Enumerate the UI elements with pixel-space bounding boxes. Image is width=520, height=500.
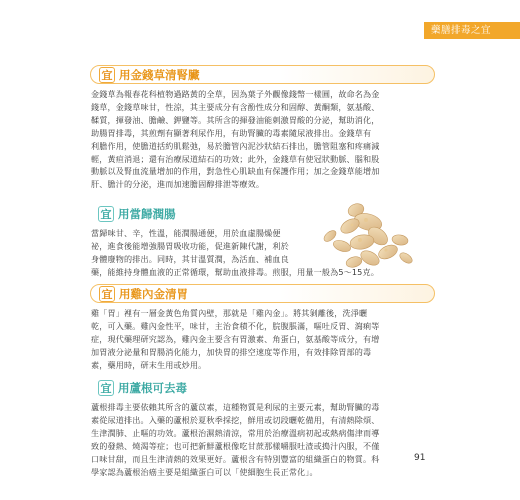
- section-reed-root: [90, 378, 435, 478]
- body-line: 口味甘甜，而且生津清熱的效果更好。蘆根含有特別豐富的組織蛋白的物質。科: [91, 453, 380, 464]
- body-line: 利膽作用，使膽道括約肌鬆弛，易於膽管內泥沙狀結石排出，膽管阻塞和疼痛減: [91, 140, 380, 151]
- body-line: 素從尿道排出。入藥的蘆根於夏秋季採挖，鮮用或切段曬乾備用，有清熱除煩、: [91, 414, 380, 425]
- section-body: [91, 88, 435, 191]
- section-heading: 用當歸潤腸: [118, 206, 176, 221]
- body-line: 生津潤肺、止嘔的功效。蘆根治濕熱清涼，常用於治療溫病初起或熱病傷津而導: [91, 427, 380, 438]
- section-body: [91, 401, 435, 478]
- body-line: 乾，可入藥。雞內金性平，味甘，主治食積不化，脘腹脹滿，嘔吐反胃、瀉痢等: [91, 320, 380, 331]
- body-line: 輕，黃疸消退；還有治療尿道結石的功效；此外，金錢草有使冠狀動脈、腦和股: [91, 153, 380, 164]
- body-line: 蘆根排毒主要依賴其所含的蘆苡素，這種物質是利尿的主要元素，幫助腎臟的毒: [91, 402, 380, 412]
- body-line: 肝、膽汁的分泌，進而加速膽固醇排泄等療效。: [91, 179, 265, 190]
- body-line: 藥，能維持身體血液的正常循環，幫助血液排毒。煎服，用量一般為5～15克。: [91, 266, 379, 277]
- body-line: 金錢草為報春花科植物過路黃的全草，因為葉子外觀像錢幣一樣圓，故命名為金: [91, 89, 380, 99]
- section-title-bar: [90, 378, 435, 397]
- section-heading: 用金錢草清腎臟: [119, 67, 200, 82]
- body-line: 症，現代藥理研究認為，雞內金主要含有胃激素、角蛋白，氨基酸等成分，有增: [91, 333, 380, 344]
- body-line: 學家認為蘆根治癌主要是組織蛋白可以「使細胞生長正常化」。: [91, 466, 318, 477]
- recommend-badge: 宜: [98, 380, 114, 396]
- body-line: 素，藥用時，研末生用或炒用。: [91, 359, 207, 370]
- page-number: 91: [414, 453, 426, 463]
- body-line: 動脈以及腎血流量增加的作用，對急性心肌缺血有保護作用；加之金錢草能增加: [91, 166, 380, 177]
- body-line: 雞「胃」裡有一層金黃色角質內壁，那就是「雞內金」。將其剝離後，洗淨曬: [91, 308, 368, 318]
- body-line: 加胃液分泌量和胃腸消化能力，加快胃的排空速度等作用，有效排除胃部的毒: [91, 346, 372, 357]
- section-golden-coin-herb: [90, 65, 435, 191]
- chapter-tab: 藥膳排毒之宜: [424, 22, 520, 39]
- body-line: 錢草，金錢草味甘，性涼，其主要成分有含酚性成分和固醇、黃酮類，氨基酸、: [91, 101, 380, 112]
- section-title-bar: [90, 284, 435, 303]
- recommend-badge: 宜: [99, 67, 115, 83]
- ginger-root-illustration: [308, 196, 428, 274]
- body-line: 致的發熱、燒渴等症；也可把新鮮蘆根像吃甘蔗那樣嚼服吐渣或搗汁內服，不僅: [91, 440, 380, 451]
- body-line: 身體廢物的排出。同時，其甘溫質潤，為活血、補血良: [91, 253, 289, 264]
- recommend-badge: 宜: [98, 206, 114, 222]
- body-line: 鞣質，揮發油、膽鹼、鉀鹽等。其所含的揮發油能刺激胃酸的分泌，幫助消化，: [91, 114, 380, 125]
- section-chicken-gizzard: [90, 284, 435, 372]
- body-line: 助腸胃排毒，其煎劑有顯著利尿作用，有助腎臟的毒素隨尿液排出。金錢草有: [91, 127, 372, 138]
- section-body: [91, 307, 435, 372]
- section-heading: 用蘆根可去毒: [118, 380, 187, 395]
- body-line: 當歸味甘、辛，性溫，能潤腸通便，用於血虛腸燥便: [91, 228, 281, 238]
- ginger-root-icon: [308, 196, 428, 274]
- recommend-badge: 宜: [99, 286, 115, 302]
- body-line: 祕，進食後能增強腸胃吸收功能，促進新陳代謝，利於: [91, 240, 289, 251]
- section-heading: 用雞內金清胃: [119, 286, 188, 301]
- section-title-bar: [90, 65, 435, 84]
